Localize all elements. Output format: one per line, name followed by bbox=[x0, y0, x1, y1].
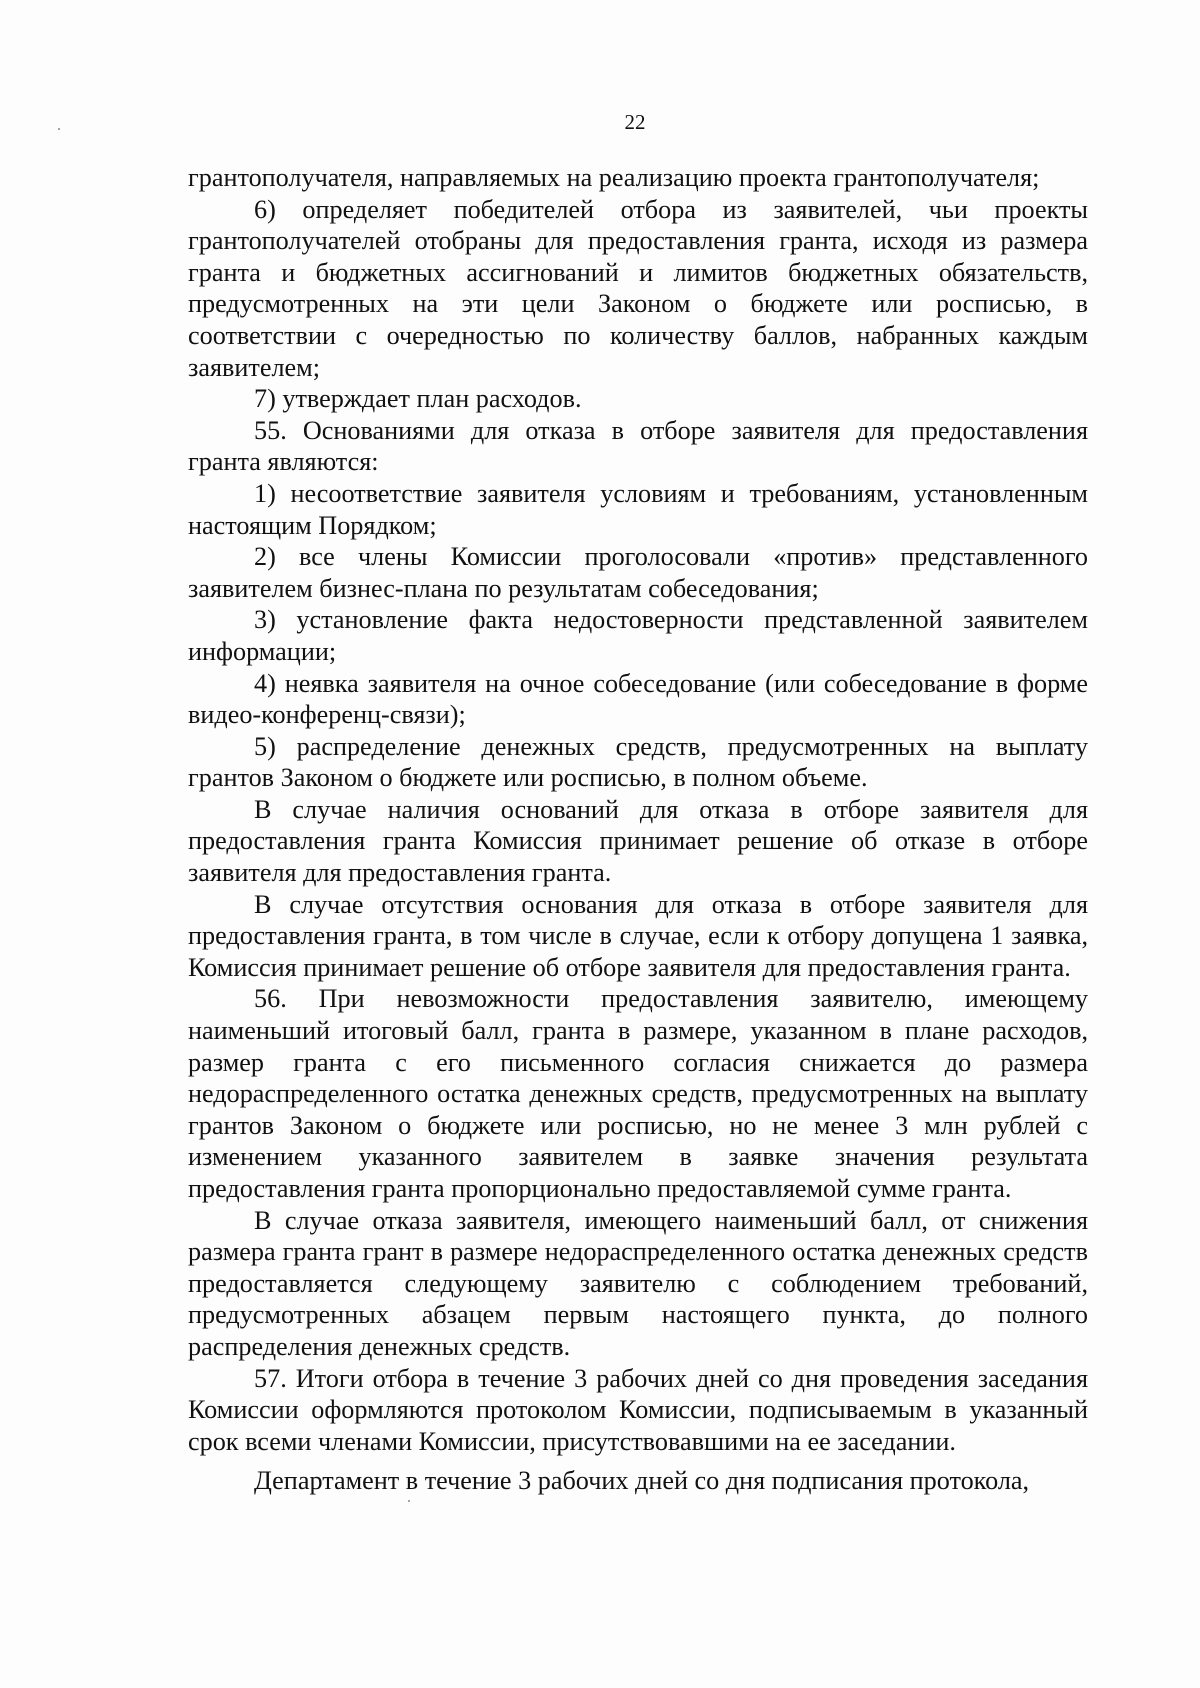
paragraph: 1) несоответствие заявителя условиям и требованиям, установленным настоящим Порядком; bbox=[188, 478, 1088, 540]
paragraph: 2) все члены Комиссии проголосовали «против» представленного заявителем бизнес-плана по результатам собеседования; bbox=[188, 542, 1088, 603]
paragraph: В случае наличия оснований для отказа в отборе заявителя для предоставления гранта Комиссия принимает решение об отказе в отборе заявителя для предоставления гранта. bbox=[188, 794, 1088, 888]
scan-speck bbox=[58, 128, 60, 130]
paragraph: В случае отказа заявителя, имеющего наименьший балл, от снижения размера гранта грант в размере недораспределенного остатка денежных средств предоставляется следующему заявителю с соблюдением требований, предусмотренных абзацем первым настоящего пункта, до полного распределения денежных средств. bbox=[188, 1205, 1088, 1361]
paragraph: 55. Основаниями для отказа в отборе заявителя для предоставления гранта являются: bbox=[188, 415, 1088, 477]
paragraph: 7) утверждает план расходов. bbox=[254, 384, 582, 414]
page-number: 22 bbox=[624, 110, 646, 134]
document-body bbox=[188, 162, 1088, 1497]
paragraph: 57. Итоги отбора в течение 3 рабочих дней со дня проведения заседания Комиссии оформляются протоколом Комиссии, подписываемым в указанный срок всеми членами Комиссии, присутствовавшими на ее заседании. bbox=[188, 1363, 1088, 1456]
paragraph: 4) неявка заявителя на очное собеседование (или собеседование в форме видео-конференц-связи); bbox=[188, 668, 1088, 730]
paragraph: Департамент в течение 3 рабочих дней со дня подписания протокола, bbox=[254, 1466, 1030, 1496]
paragraph: 6) определяет победителей отбора из заявителей, чьи проекты грантополучателей отобраны для предоставления гранта, исходя из размера гранта и бюджетных ассигнований и лимитов бюджетных обязательств, предусмотренных на эти цели Законом о бюджете или росписью, в соответствии с очередностью по количеству баллов, набранных каждым заявителем; bbox=[188, 194, 1088, 382]
paragraph: 3) установление факта недостоверности представленной заявителем информации; bbox=[188, 605, 1088, 666]
paragraph: 56. При невозможности предоставления заявителю, имеющему наименьший итоговый балл, гранта в размере, указанном в плане расходов, размер гранта с его письменного согласия снижается до размера недораспределенного остатка денежных средств, предусмотренных на выплату грантов Законом о бюджете или росписью, но не менее 3 млн рублей с изменением указанного заявителем в заявке значения результата предоставления гранта пропорционально предоставляемой сумме гранта. bbox=[188, 984, 1088, 1203]
paragraph: 5) распределение денежных средств, предусмотренных на выплату грантов Законом о бюджете или росписью, в полном объеме. bbox=[188, 731, 1088, 793]
paragraph: грантополучателя, направляемых на реализацию проекта грантополучателя; bbox=[188, 163, 1040, 192]
paragraph: В случае отсутствия основания для отказа в отборе заявителя для предоставления гранта, в том числе в случае, если к отбору допущена 1 заявка, Комиссия принимает решение об отборе заявителя для предоставления гранта. bbox=[188, 889, 1088, 982]
scan-speck bbox=[408, 1500, 410, 1502]
